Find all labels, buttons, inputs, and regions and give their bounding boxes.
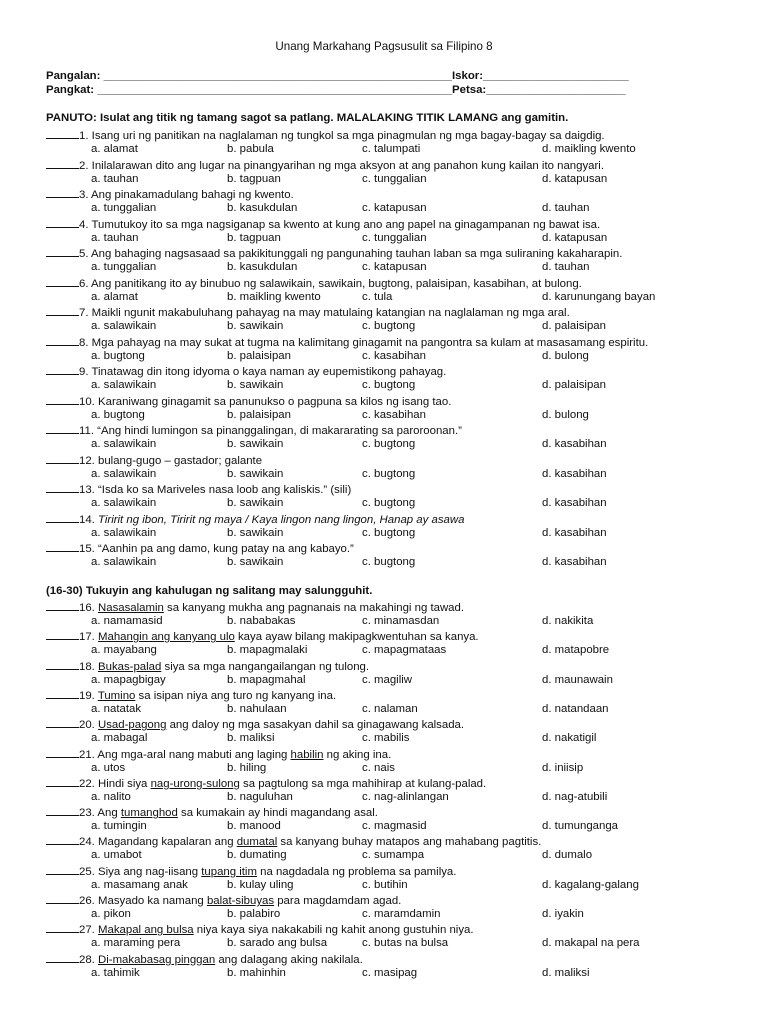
question-number: 14. [79,513,95,526]
question-stem [46,423,462,438]
question-text: Ang panitikang ito ay binubuo ng salawikain, sawikain, bugtong, palaisipan, kasabihan, at bulong. [91,277,582,290]
question-item [46,335,726,365]
question-number: 1. [79,130,89,142]
question-stem [46,717,464,732]
option-d: d. katapusan [542,231,608,244]
question-number: 13. [79,484,95,496]
question-number: 5. [79,248,89,260]
question-stem [46,246,622,261]
option-d: d. iniisip [542,761,584,774]
question-number: 17. [79,631,95,644]
option-b: b. tagpuan [227,231,281,244]
question-text: Hindi siya [98,777,151,790]
option-c: c. butas na bulsa [362,937,449,950]
option-a: a. tahimik [91,966,140,979]
question-stem [46,922,474,937]
question-stem [46,893,401,908]
answer-blank[interactable] [46,659,79,670]
option-b: b. manood [227,820,281,833]
option-c: c. nais [362,761,395,774]
question-text-end: kaya ayaw bilang makipagkwentuhan sa kanya. [234,631,479,644]
underlined-word: Tumino [97,689,136,702]
question-stem [46,158,604,173]
question-number: 19. [79,689,95,702]
question-item [46,893,726,923]
option-a: a. mayabang [91,644,157,657]
option-a: a. namamasid [91,615,163,627]
question-text-end: sa isipan niya ang turo ng kanyang ina. [135,689,337,702]
question-stem [46,747,391,762]
answer-blank[interactable] [46,512,79,523]
option-d: d. makapal na pera [542,937,640,950]
question-number: 28. [79,953,95,966]
option-c: c. kasabihan [362,349,426,362]
question-text-end: sa kanyang mukha ang pagnanais na makahingi ng tawad. [163,602,465,614]
underlined-word: tupang itim [201,865,257,878]
answer-blank[interactable] [46,805,79,816]
question-item [46,629,726,659]
option-c: c. magmasid [362,820,427,833]
question-stem [46,482,351,497]
option-a: a. tumingin [91,820,147,833]
option-a: a. natatak [91,702,142,715]
question-stem [46,276,582,291]
question-text: Maikli ngunit makabuluhang pahayag na may matulaing katangian na naglalaman ng mga aral. [91,307,570,319]
question-item [46,158,726,188]
answer-blank[interactable] [46,776,79,787]
question-stem [46,541,354,556]
question-number: 20. [79,719,95,732]
question-item [46,246,726,276]
option-a: a. tauhan [91,231,139,244]
question-stem [46,512,464,527]
option-c: c. tula [362,290,393,303]
option-d: d. tauhan [542,261,590,273]
question-number: 2. [79,159,89,172]
underlined-word: tumanghod [120,807,178,820]
option-d: d. maunawain [542,673,613,686]
option-d: d. kasabihan [542,497,607,509]
question-number: 16. [79,602,95,614]
option-c: c. butihin [362,878,408,891]
option-c: c. mabilis [362,732,410,745]
underlined-word: nag-urong-sulong [150,777,240,790]
option-b: b. palabiro [227,908,281,920]
question-text-end: sa pagtulong sa mga mahihirap at kulang-palad. [239,777,487,790]
option-a: a. salawikain [91,467,157,480]
answer-blank[interactable] [46,893,79,904]
option-d: d. nakatigil [542,732,597,745]
option-c: c. katapusan [362,261,427,273]
option-b: b. naguluhan [227,790,293,803]
question-text: “Aanhin pa ang damo, kung patay na ang kabayo.” [98,543,354,555]
option-c: c. katapusan [362,202,427,214]
option-c: c. nag-alinlangan [362,790,449,803]
answer-blank[interactable] [46,217,79,228]
option-a: a. mabagal [91,732,148,745]
question-text: Isang uri ng panitikan na naglalaman ng tungkol sa mga pinagmulan ng mga bagay-bagay sa daigdig. [91,130,605,142]
underlined-word: Usad-pagong [98,719,167,732]
instructions: PANUTO: Isulat ang titik ng tamang sagot sa patlang. MALALAKING TITIK LAMANG ang gamitin. [46,112,569,124]
option-b: b. sawikain [227,320,284,332]
question-stem [46,952,363,967]
question-text-end: niya kaya siya nakakabili ng kahit anong gustuhin niya. [193,924,474,937]
option-b: b. sawikain [227,497,284,509]
answer-blank[interactable] [46,305,79,316]
section2-heading: (16-30) Tukuyin ang kahulugan ng salitang may salungguhit. [46,585,373,597]
option-a: a. tauhan [91,172,139,185]
answer-blank[interactable] [46,364,79,375]
option-d: d. bulong [542,408,589,421]
question-text: Tiririt ng ibon, Tiririt ng maya / Kaya lingon nang lingon, Hanap ay asawa [98,513,465,526]
question-item [46,834,726,864]
option-d: d. tauhan [542,202,590,214]
underlined-word: Bukas-palad [98,660,162,673]
option-a: a. salawikain [91,438,157,450]
option-d: d. natandaan [542,702,609,715]
option-b: b. kulay uling [227,878,294,891]
answer-blank[interactable] [46,335,79,346]
answer-blank[interactable] [46,747,79,758]
question-item [46,276,726,306]
answer-blank[interactable] [46,541,79,552]
question-number: 3. [79,189,89,201]
underlined-word: Makapal ang bulsa [98,924,194,937]
question-text: Ang pinakamadulang bahagi ng kwento. [91,189,294,201]
answer-blank[interactable] [46,600,79,611]
question-item [46,482,726,512]
name-score-line: Pangalan: _______________________________________________________Iskor:_______________________ [46,70,629,82]
option-d: d. palaisipan [542,320,606,332]
underlined-word: balat-sibuyas [206,895,275,907]
question-number: 18. [79,660,95,673]
option-c: c. bugtong [362,379,416,391]
option-a: a. salawikain [91,526,157,539]
answer-blank[interactable] [46,276,79,287]
question-stem [46,805,378,820]
question-text: Ang [97,807,121,820]
underlined-word: dumatal [236,836,278,849]
answer-blank[interactable] [46,864,79,875]
question-item [46,922,726,952]
question-stem [46,864,456,879]
question-item [46,305,726,335]
question-text: Ang bahaging nagsasaad sa pakikitunggali ng pangunahing tauhan laban sa mga suliraning kakaharapin. [91,248,623,260]
section-date-line: Pangkat: ________________________________________________________Petsa:______________________ [46,84,626,96]
question-number: 22. [79,777,95,790]
option-c: c. talumpati [362,143,421,155]
option-c: c. bugtong [362,497,416,509]
option-b: b. mapagmalaki [227,644,308,657]
question-item [46,512,726,542]
option-b: b. kasukdulan [227,261,298,273]
question-text: Karaniwang ginagamit sa panunukso o pagpuna sa kilos ng isang tao. [98,395,452,408]
option-b: b. nababakas [227,615,296,627]
option-d: d. palaisipan [542,379,606,391]
question-text-end: ang dalagang aking nakilala. [215,953,363,966]
question-text: “Isda ko sa Mariveles nasa loob ang kaliskis.” (sili) [98,484,352,496]
question-number: 24. [79,836,95,849]
option-d: d. dumalo [542,849,593,862]
option-b: b. maliksi [227,732,275,745]
question-number: 12. [79,454,95,467]
question-stem [46,305,570,320]
question-text: Ang mga-aral nang mabuti ang laging [97,748,291,761]
question-number: 8. [79,336,89,349]
underlined-word: Nasasalamin [98,602,164,614]
question-text-end: sa kumakain ay hindi magandang asal. [177,807,378,820]
option-c: c. sumampa [362,849,425,862]
question-number: 11. [79,425,94,437]
option-d: d. kasabihan [542,467,607,480]
question-item [46,217,726,247]
question-text: Masyado ka namang [98,895,207,907]
option-c: c. magiliw [362,673,413,686]
question-number: 27. [79,924,95,937]
question-item [46,659,726,689]
question-number: 7. [79,307,89,319]
option-c: c. minamasdan [362,615,440,627]
option-c: c. nalaman [362,702,418,715]
answer-blank[interactable] [46,423,79,434]
option-d: d. bulong [542,349,589,362]
option-b: b. sarado ang bulsa [227,937,328,950]
underlined-word: habilin [290,748,324,761]
question-text-end: ang daloy ng mga sasakyan dahil sa ginagawang kalsada. [166,719,465,732]
option-a: a. utos [91,761,126,774]
option-c: c. bugtong [362,320,416,332]
option-d: d. maikling kwento [542,143,636,155]
question-stem [46,364,446,379]
answer-blank[interactable] [46,834,79,845]
option-c: c. bugtong [362,467,416,480]
question-item [46,453,726,483]
question-stem [46,453,262,468]
question-item [46,423,726,453]
option-a: a. tunggalian [91,261,157,273]
answer-blank[interactable] [46,453,79,464]
question-number: 4. [79,218,89,231]
question-item [46,128,726,158]
question-item [46,717,726,747]
option-c: c. tunggalian [362,231,427,244]
option-b: b. hiling [227,761,267,774]
question-stem [46,776,486,791]
option-b: b. tagpuan [227,172,281,185]
option-d: d. iyakin [542,908,584,920]
question-text: “Ang hindi lumingon sa pinanggalingan, di makararating sa paroroonan.” [97,425,462,437]
question-stem [46,335,648,350]
option-a: a. salawikain [91,320,157,332]
question-text-end: para magdamdam agad. [274,895,402,907]
answer-blank[interactable] [46,952,79,963]
answer-blank[interactable] [46,187,79,198]
question-item [46,864,726,894]
option-a: a. mapagbigay [91,673,166,686]
question-text-end: na nagdadala ng problema sa pamilya. [256,865,457,878]
question-stem [46,834,541,849]
answer-blank[interactable] [46,922,79,933]
option-a: a. maraming pera [91,937,181,950]
question-text-end: ng aking ina. [323,748,392,761]
option-c: c. bugtong [362,526,416,539]
question-stem [46,659,369,674]
question-item [46,805,726,835]
question-stem [46,394,451,409]
question-number: 25. [79,865,95,878]
option-b: b. dumating [227,849,287,862]
answer-blank[interactable] [46,246,79,257]
option-b: b. sawikain [227,556,284,568]
question-text-end: siya sa mga nangangailangan ng tulong. [161,660,370,673]
question-number: 21. [79,748,95,761]
question-text: Inilalarawan dito ang lugar na pinangyarihan ng mga aksyon at ang panahon kung kailan ito nangyari. [91,159,604,172]
question-text: Tinatawag din itong idyoma o kaya naman ay eupemistikong pahayag. [91,366,447,378]
option-d: d. kasabihan [542,526,607,539]
question-number: 23. [79,807,95,820]
question-number: 9. [79,366,89,378]
question-text: Siya ang nag-iisang [98,865,202,878]
question-item [46,364,726,394]
option-a: a. pikon [91,908,131,920]
question-stem [46,629,479,644]
option-d: d. nag-atubili [542,790,608,803]
page-title: Unang Markahang Pagsusulit sa Filipino 8 [275,40,493,53]
option-d: d. tumunganga [542,820,618,833]
option-b: b. nahulaan [227,702,287,715]
question-stem [46,128,605,143]
answer-blank[interactable] [46,629,79,640]
answer-blank[interactable] [46,717,79,728]
option-d: d. kasabihan [542,438,607,450]
answer-blank[interactable] [46,128,79,139]
question-text: Tumutukoy ito sa mga nagsiganap sa kwento at kung ano ang papel na ginagampanan ng bawat isa. [91,218,601,231]
option-c: c. tunggalian [362,172,427,185]
question-stem [46,217,600,232]
question-number: 10. [79,395,95,408]
option-a: a. bugtong [91,408,145,421]
question-text: Mga pahayag na may sukat at tugma na kalimitang ginagamit na pangontra sa kulam at masasamang espiritu. [91,336,649,349]
question-item [46,541,726,571]
question-text-end: sa kanyang buhay matapos ang mahabang pagtitis. [277,836,542,849]
question-stem [46,187,294,202]
option-a: a. tunggalian [91,202,157,214]
underlined-word: Di-makabasag pinggan [98,953,216,966]
option-a: a. alamat [91,143,138,155]
option-b: b. sawikain [227,467,284,480]
question-stem [46,600,464,615]
question-text: bulang-gugo – gastador; galante [98,454,263,467]
option-b: b. pabula [227,143,274,155]
option-c: c. masipag [362,966,418,979]
option-a: a. nalito [91,790,131,803]
option-b: b. maikling kwento [227,290,321,303]
option-a: a. masamang anak [91,878,188,891]
option-a: a. salawikain [91,379,157,391]
option-b: b. sawikain [227,379,284,391]
option-d: d. maliksi [542,966,590,979]
option-d: d. karunungang bayan [542,290,656,303]
question-item [46,600,726,630]
answer-blank[interactable] [46,394,79,405]
question-item [46,952,726,982]
option-d: d. nakikita [542,615,594,627]
option-c: c. bugtong [362,556,416,568]
option-b: b. sawikain [227,526,284,539]
option-c: c. kasabihan [362,408,426,421]
option-a: a. salawikain [91,497,157,509]
option-d: d. kasabihan [542,556,607,568]
option-d: d. kagalang-galang [542,878,639,891]
question-number: 26. [79,895,95,907]
question-item [46,688,726,718]
option-b: b. sawikain [227,438,284,450]
option-d: d. matapobre [542,644,610,657]
option-c: c. bugtong [362,438,416,450]
answer-blank[interactable] [46,482,79,493]
option-b: b. kasukdulan [227,202,298,214]
question-stem [46,688,336,703]
option-b: b. mapagmahal [227,673,306,686]
question-number: 6. [79,277,89,290]
option-d: d. katapusan [542,172,608,185]
option-b: b. palaisipan [227,408,291,421]
question-item [46,776,726,806]
question-item [46,394,726,424]
option-b: b. palaisipan [227,349,291,362]
underlined-word: Mahangin ang kanyang ulo [98,631,235,644]
answer-blank[interactable] [46,688,79,699]
option-a: a. umabot [91,849,142,862]
option-a: a. alamat [91,290,138,303]
option-c: c. maramdamin [362,908,441,920]
answer-blank[interactable] [46,158,79,169]
option-a: a. bugtong [91,349,145,362]
option-a: a. salawikain [91,556,157,568]
question-item [46,747,726,777]
question-text: Magandang kapalaran ang [98,836,237,849]
option-b: b. mahinhin [227,966,286,979]
question-number: 15. [79,543,95,555]
question-item [46,187,726,217]
option-c: c. mapagmataas [362,644,447,657]
